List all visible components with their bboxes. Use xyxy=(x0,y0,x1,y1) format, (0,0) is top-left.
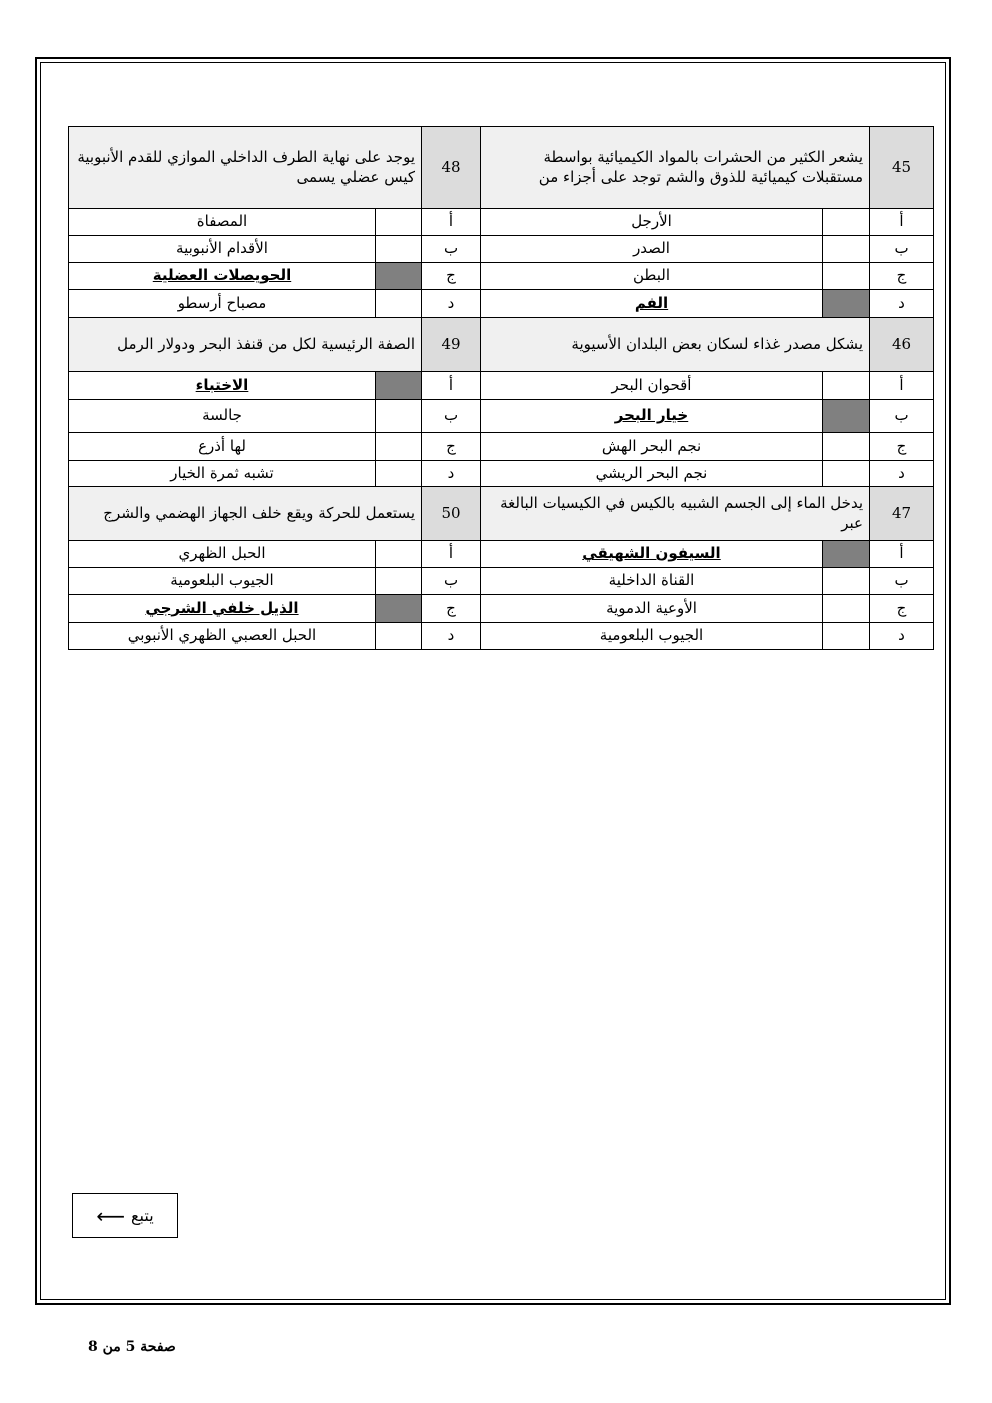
q49-option-a: الاختباء xyxy=(69,372,376,400)
q47-answer-box-d[interactable] xyxy=(823,623,870,650)
questions-table xyxy=(68,126,934,650)
q45-answer-box-d[interactable] xyxy=(823,290,870,318)
page-number: صفحة 5 من 8 xyxy=(88,1339,176,1355)
q49-answer-box-c[interactable] xyxy=(376,433,422,461)
question-46-number: 46 xyxy=(870,318,934,372)
q45-letter-c: ج xyxy=(870,263,934,290)
q50-letter-d: د xyxy=(422,623,481,650)
q48-answer-box-c[interactable] xyxy=(376,263,422,290)
q50-option-c: الذيل خلفي الشرجي xyxy=(69,595,376,623)
q48-letter-b: ب xyxy=(422,236,481,263)
q48-answer-box-b[interactable] xyxy=(376,236,422,263)
q48-option-d: مصباح أرسطو xyxy=(69,290,376,318)
q50-option-b: الجيوب البلعومية xyxy=(69,568,376,595)
q47-answer-box-b[interactable] xyxy=(823,568,870,595)
question-49-stem: الصفة الرئيسية لكل من قنفذ البحر ودولار الرمل xyxy=(69,318,422,372)
question-47-number: 47 xyxy=(870,487,934,541)
question-49-number: 49 xyxy=(422,318,481,372)
q45-option-b: الصدر xyxy=(481,236,823,263)
question-45-number: 45 xyxy=(870,127,934,209)
q49-letter-d: د xyxy=(422,461,481,487)
q46-answer-box-b[interactable] xyxy=(823,400,870,433)
q48-answer-box-d[interactable] xyxy=(376,290,422,318)
q50-answer-box-b[interactable] xyxy=(376,568,422,595)
q46-option-a: أقحوان البحر xyxy=(481,372,823,400)
q46-letter-c: ج xyxy=(870,433,934,461)
q45-answer-box-b[interactable] xyxy=(823,236,870,263)
q47-letter-b: ب xyxy=(870,568,934,595)
q49-letter-a: أ xyxy=(422,372,481,400)
q49-option-b: جالسة xyxy=(69,400,376,433)
q45-answer-box-a[interactable] xyxy=(823,209,870,236)
q47-option-d: الجيوب البلعومية xyxy=(481,623,823,650)
q47-option-b: القناة الداخلية xyxy=(481,568,823,595)
q50-letter-b: ب xyxy=(422,568,481,595)
q48-option-c: الحويصلات العضلية xyxy=(69,263,376,290)
q47-answer-box-c[interactable] xyxy=(823,595,870,623)
q45-option-d: الفم xyxy=(481,290,823,318)
question-48-number: 48 xyxy=(422,127,481,209)
q46-option-b: خيار البحر xyxy=(481,400,823,433)
q48-letter-c: ج xyxy=(422,263,481,290)
question-50-stem: يستعمل للحركة ويقع خلف الجهاز الهضمي والشرج xyxy=(69,487,422,541)
q45-letter-d: د xyxy=(870,290,934,318)
follow-button[interactable] xyxy=(72,1193,178,1238)
q48-option-b: الأقدام الأنبوبية xyxy=(69,236,376,263)
q45-letter-a: أ xyxy=(870,209,934,236)
q50-option-a: الحبل الظهري xyxy=(69,541,376,568)
q46-answer-box-c[interactable] xyxy=(823,433,870,461)
q46-option-d: نجم البحر الريشي xyxy=(481,461,823,487)
q48-letter-a: أ xyxy=(422,209,481,236)
q48-letter-d: د xyxy=(422,290,481,318)
q50-answer-box-c[interactable] xyxy=(376,595,422,623)
q47-letter-a: أ xyxy=(870,541,934,568)
q46-letter-d: د xyxy=(870,461,934,487)
q49-answer-box-d[interactable] xyxy=(376,461,422,487)
q50-answer-box-a[interactable] xyxy=(376,541,422,568)
q47-letter-c: ج xyxy=(870,595,934,623)
q46-answer-box-a[interactable] xyxy=(823,372,870,400)
q50-letter-a: أ xyxy=(422,541,481,568)
q48-option-a: المصفاة xyxy=(69,209,376,236)
q45-option-c: البطن xyxy=(481,263,823,290)
question-50-number: 50 xyxy=(422,487,481,541)
arrow-left-icon: ⟵ xyxy=(96,1203,126,1228)
q47-option-a: السيفون الشهيقي xyxy=(481,541,823,568)
q49-option-d: تشبه ثمرة الخيار xyxy=(69,461,376,487)
q49-option-c: لها أذرع xyxy=(69,433,376,461)
q47-letter-d: د xyxy=(870,623,934,650)
q45-letter-b: ب xyxy=(870,236,934,263)
question-48-stem: يوجد على نهاية الطرف الداخلي الموازي للقدم الأنبوبية كيس عضلي يسمى xyxy=(69,127,422,209)
q47-option-c: الأوعية الدموية xyxy=(481,595,823,623)
question-46-stem: يشكل مصدر غذاء لسكان بعض البلدان الأسيوية xyxy=(481,318,870,372)
follow-label: يتبع xyxy=(131,1206,154,1225)
q46-option-c: نجم البحر الهش xyxy=(481,433,823,461)
q50-answer-box-d[interactable] xyxy=(376,623,422,650)
q49-letter-c: ج xyxy=(422,433,481,461)
q50-option-d: الحبل العصبي الظهري الأنبوبي xyxy=(69,623,376,650)
q49-letter-b: ب xyxy=(422,400,481,433)
q48-answer-box-a[interactable] xyxy=(376,209,422,236)
question-45-stem: يشعر الكثير من الحشرات بالمواد الكيميائية بواسطة مستقبلات كيميائية للذوق والشم توجد على أجزاء من xyxy=(481,127,870,209)
q45-option-a: الأرجل xyxy=(481,209,823,236)
q46-letter-a: أ xyxy=(870,372,934,400)
q50-letter-c: ج xyxy=(422,595,481,623)
q45-answer-box-c[interactable] xyxy=(823,263,870,290)
question-47-stem: يدخل الماء إلى الجسم الشبيه بالكيس في الكيسيات البالغة عبر xyxy=(481,487,870,541)
q46-letter-b: ب xyxy=(870,400,934,433)
q49-answer-box-a[interactable] xyxy=(376,372,422,400)
q46-answer-box-d[interactable] xyxy=(823,461,870,487)
q49-answer-box-b[interactable] xyxy=(376,400,422,433)
q47-answer-box-a[interactable] xyxy=(823,541,870,568)
